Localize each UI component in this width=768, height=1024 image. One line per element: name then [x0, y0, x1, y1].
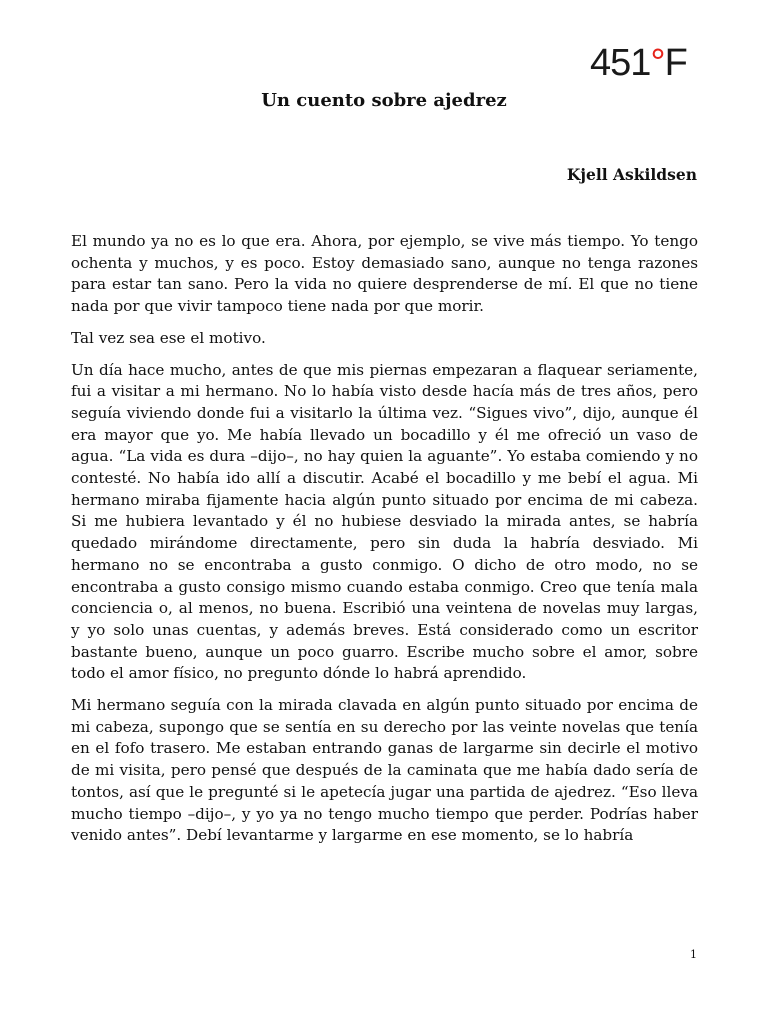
logo-letter: F: [664, 42, 687, 84]
logo-number: 451: [590, 42, 651, 84]
author-name: Kjell Askildsen: [566, 165, 697, 184]
paragraph: El mundo ya no es lo que era. Ahora, por ejemplo, se vive más tiempo. Yo tengo ochenta y muchos, y es poco. Estoy demasiado sano, aunque no tenga razones para estar tan sano. Pero la vida no quiere desprenderse de mí. El que no tiene nada por que vivir tampoco tiene nada por que morir.: [71, 232, 698, 316]
publisher-logo: [590, 44, 687, 82]
paragraph: Tal vez sea ese el motivo.: [71, 328, 266, 347]
paragraph: Un día hace mucho, antes de que mis piernas empezaran a flaquear seriamente, fui a visitar a mi hermano. No lo había visto desde hacía más de tres años, pero seguía viviendo donde fui a visitarlo la última vez. “Sigues vivo”, dijo, aunque él era mayor que yo. Me había llevado un bocadillo y él me ofreció un vaso de agua. “La vida es dura –dijo–, no hay quien la aguante”. Yo estaba comiendo y no contesté. No había ido allí a discutir. Acabé el bocadillo y me bebí el agua. Mi hermano miraba fijamente hacia algún punto situado por encima de mi cabeza. Si me hubiera levantado y él no hubiese desviado la mirada antes, se habría quedado mirándome directamente, pero sin duda la habría desviado. Mi hermano no se encontraba a gusto conmigo. O dicho de otro modo, no se encontraba a gusto consigo mismo cuando estaba conmigo. Creo que tenía mala conciencia o, al menos, no buena. Escribió una veintena de novelas muy largas, y yo solo unas cuentas, y además breves. Está considerado como un escritor bastante bueno, aunque un poco guarro. Escribe mucho sobre el amor, sobre todo el amor físico, no pregunto dónde lo habrá aprendido.: [71, 360, 698, 683]
story-title: Un cuento sobre ajedrez: [261, 90, 507, 111]
page-number: 1: [690, 948, 697, 961]
story-body: [71, 231, 698, 857]
paragraph: Mi hermano seguía con la mirada clavada en algún punto situado por encima de mi cabeza, supongo que se sentía en su derecho por las veinte novelas que tenía en el fofo trasero. Me estaban entrando ganas de largarme sin decirle el motivo de mi visita, pero pensé que después de la caminata que me había dado sería de tontos, así que le pregunté si le apetecía jugar una partida de ajedrez. “Eso lleva mucho tiempo –dijo–, y yo ya no tengo mucho tiempo que perder. Podrías haber venido antes”. Debí levantarme y largarme en ese momento, se lo habría: [71, 696, 698, 845]
logo-degree-symbol: °: [650, 42, 665, 84]
